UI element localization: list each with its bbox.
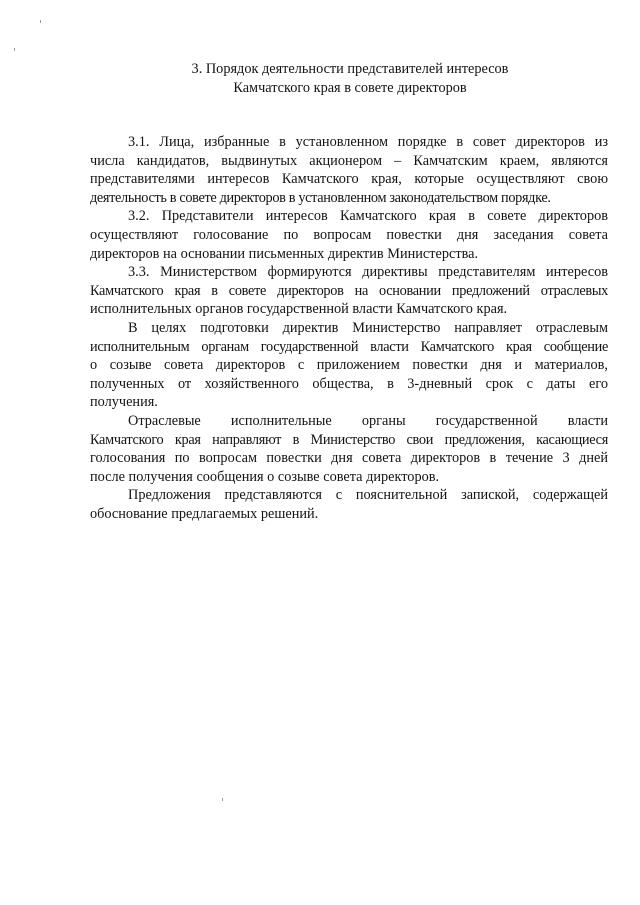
paragraph-proposals-note [90, 486, 608, 523]
text-line: получения. [90, 394, 158, 411]
text-line: после получения сообщения о созыве совета директоров. [90, 468, 440, 485]
text-line: 3.1. Лица, избранные в установленном порядке в совет директоров из [128, 134, 608, 150]
text-line: Камчатского края направляют в Министерство свои предложения, касающиеся [90, 431, 608, 448]
text-line: В целях подготовки директив Министерство направляет отраслевым [128, 319, 608, 336]
section-heading [90, 60, 610, 98]
text-line: исполнительных органов государственной власти Камчатского края. [90, 301, 508, 318]
text-line: Отраслевые исполнительные органы государственной власти [128, 412, 608, 429]
text-line: 3.2. Представители интересов Камчатского края в совете директоров [128, 208, 608, 225]
text-line: деятельность в совете директоров в установленном законодательством порядке. [90, 189, 551, 206]
text-line: исполнительным органам государственной власти Камчатского края сообщение [90, 338, 608, 355]
scan-speck [14, 48, 15, 51]
text-line: Камчатского края в совете директоров на основании предложений отраслевых [90, 282, 608, 299]
text-line: 3.3. Министерством формируются директивы представителям интересов [128, 264, 608, 281]
paragraph-3-3 [90, 263, 608, 319]
paragraph-directives-preparation [90, 319, 608, 412]
text-line: директоров на основании письменных директив Министерства. [90, 245, 479, 262]
text-line: о созыве совета директоров с приложением повестки дня и материалов, [90, 357, 608, 374]
paragraph-3-2 [90, 207, 608, 263]
paragraph-3-1 [90, 133, 608, 207]
text-line: полученных от хозяйственного общества, в 3-дневный срок с даты его [90, 375, 608, 392]
text-line: осуществляют голосование по вопросам повестки дня заседания совета [90, 226, 608, 243]
paragraph-sector-bodies-proposals [90, 412, 608, 486]
text-line: обоснование предлагаемых решений. [90, 505, 319, 522]
section-body [90, 133, 608, 523]
text-line: голосования по вопросам повестки дня совета директоров в течение 3 дней [90, 450, 608, 467]
section-heading-line-1: 3. Порядок деятельности представителей интересов [191, 61, 509, 77]
scan-speck [222, 798, 223, 801]
section-heading-line-2: Камчатского края в совете директоров [233, 80, 467, 96]
text-line: Предложения представляются с пояснительной запиской, содержащей [128, 487, 608, 504]
scan-speck [40, 20, 41, 23]
text-line: представителями интересов Камчатского края, которые осуществляют свою [90, 171, 608, 188]
text-line: числа кандидатов, выдвинутых акционером – Камчатским краем, являются [90, 152, 608, 169]
